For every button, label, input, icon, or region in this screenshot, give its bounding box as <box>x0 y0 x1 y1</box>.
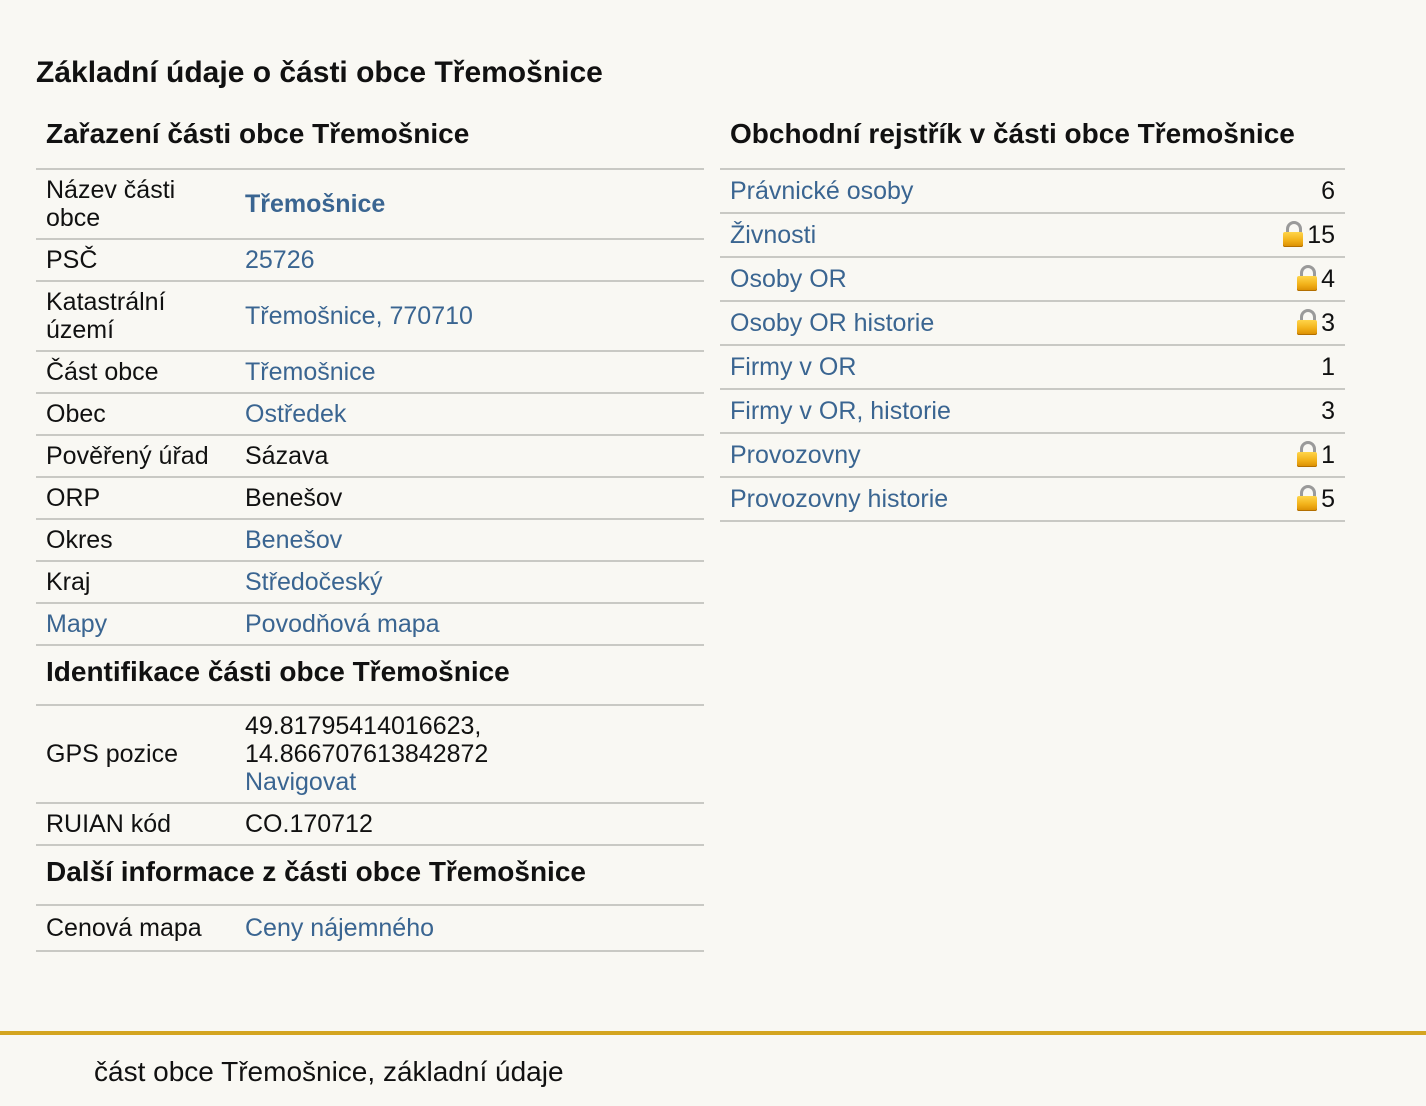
section-title-zarazeni: Zařazení části obce Třemošnice <box>36 110 704 170</box>
lock-icon <box>1297 485 1317 511</box>
orp-value: Benešov <box>235 477 704 519</box>
row-label: Název části obce <box>36 170 235 239</box>
ruian-value: CO.170712 <box>235 803 704 845</box>
row-label: Část obce <box>36 351 235 393</box>
katastralni-uzemi-link[interactable]: Třemošnice, 770710 <box>245 302 473 330</box>
gps-value: 49.81795414016623, 14.866707613842872 <box>245 712 489 768</box>
lock-icon <box>1297 265 1317 291</box>
row-label: ORP <box>36 477 235 519</box>
navigovat-link[interactable]: Navigovat <box>245 768 357 796</box>
provozovny-link[interactable]: Provozovny <box>730 441 861 469</box>
row-label: PSČ <box>36 239 235 281</box>
table-row <box>36 603 704 645</box>
row-count: 1 <box>1321 441 1335 469</box>
table-row <box>720 345 1345 389</box>
obec-link[interactable]: Ostředek <box>245 400 347 428</box>
left-column <box>36 110 704 952</box>
section-title-rejstrik: Obchodní rejstřík v části obce Třemošnice <box>720 110 1345 170</box>
osoby-or-link[interactable]: Osoby OR <box>730 265 847 293</box>
lock-icon <box>1297 309 1317 335</box>
row-label: Cenová mapa <box>36 906 235 951</box>
zivnosti-link[interactable]: Živnosti <box>730 221 817 249</box>
section-title-dalsi: Další informace z části obce Třemošnice <box>36 846 704 906</box>
lock-icon <box>1297 441 1317 467</box>
table-row <box>36 803 704 845</box>
psc-link[interactable]: 25726 <box>245 246 315 274</box>
table-row <box>720 257 1345 301</box>
okres-link[interactable]: Benešov <box>245 526 343 554</box>
right-column <box>720 110 1345 522</box>
table-row <box>36 477 704 519</box>
table-row <box>720 477 1345 521</box>
row-label: GPS pozice <box>36 706 235 803</box>
footer-divider <box>0 1031 1426 1035</box>
row-label: RUIAN kód <box>36 803 235 845</box>
table-row <box>36 351 704 393</box>
row-count: 3 <box>1321 397 1335 425</box>
povereny-urad-value: Sázava <box>235 435 704 477</box>
kraj-link[interactable]: Středočeský <box>245 568 383 596</box>
provozovny-historie-link[interactable]: Provozovny historie <box>730 485 949 513</box>
dalsi-table <box>36 906 704 952</box>
rejstrik-table <box>720 170 1345 522</box>
ceny-najemneho-link[interactable]: Ceny nájemného <box>245 914 435 942</box>
row-count: 4 <box>1321 265 1335 293</box>
row-count: 15 <box>1307 221 1335 249</box>
mapy-link[interactable]: Mapy <box>46 610 108 638</box>
table-row <box>720 301 1345 345</box>
firmy-v-or-link[interactable]: Firmy v OR <box>730 353 857 381</box>
row-label: Obec <box>36 393 235 435</box>
lock-icon <box>1283 221 1303 247</box>
table-row <box>720 389 1345 433</box>
row-label: Katastrální území <box>36 281 235 351</box>
page-title: Základní údaje o části obce Třemošnice <box>36 56 603 89</box>
firmy-v-or-historie-link[interactable]: Firmy v OR, historie <box>730 397 951 425</box>
zarazeni-table <box>36 170 704 646</box>
table-row <box>36 281 704 351</box>
osoby-or-historie-link[interactable]: Osoby OR historie <box>730 309 935 337</box>
footer-text: část obce Třemošnice, základní údaje <box>94 1056 564 1087</box>
identifikace-table <box>36 706 704 846</box>
section-title-identifikace: Identifikace části obce Třemošnice <box>36 646 704 706</box>
row-count: 1 <box>1321 353 1335 381</box>
table-row <box>36 706 704 803</box>
table-row <box>36 906 704 951</box>
row-count: 6 <box>1321 177 1335 205</box>
row-count: 3 <box>1321 309 1335 337</box>
pravnicke-osoby-link[interactable]: Právnické osoby <box>730 177 914 205</box>
cast-obce-link[interactable]: Třemošnice <box>245 358 376 386</box>
table-row <box>720 213 1345 257</box>
table-row <box>36 519 704 561</box>
table-row <box>36 239 704 281</box>
row-count: 5 <box>1321 485 1335 513</box>
table-row <box>36 435 704 477</box>
row-label: Okres <box>36 519 235 561</box>
table-row <box>36 393 704 435</box>
povodnova-mapa-link[interactable]: Povodňová mapa <box>245 610 440 638</box>
table-row <box>36 170 704 239</box>
row-label: Pověřený úřad <box>36 435 235 477</box>
row-label: Kraj <box>36 561 235 603</box>
table-row <box>720 170 1345 213</box>
nazev-casti-link[interactable]: Třemošnice <box>245 190 386 218</box>
table-row <box>36 561 704 603</box>
table-row <box>720 433 1345 477</box>
